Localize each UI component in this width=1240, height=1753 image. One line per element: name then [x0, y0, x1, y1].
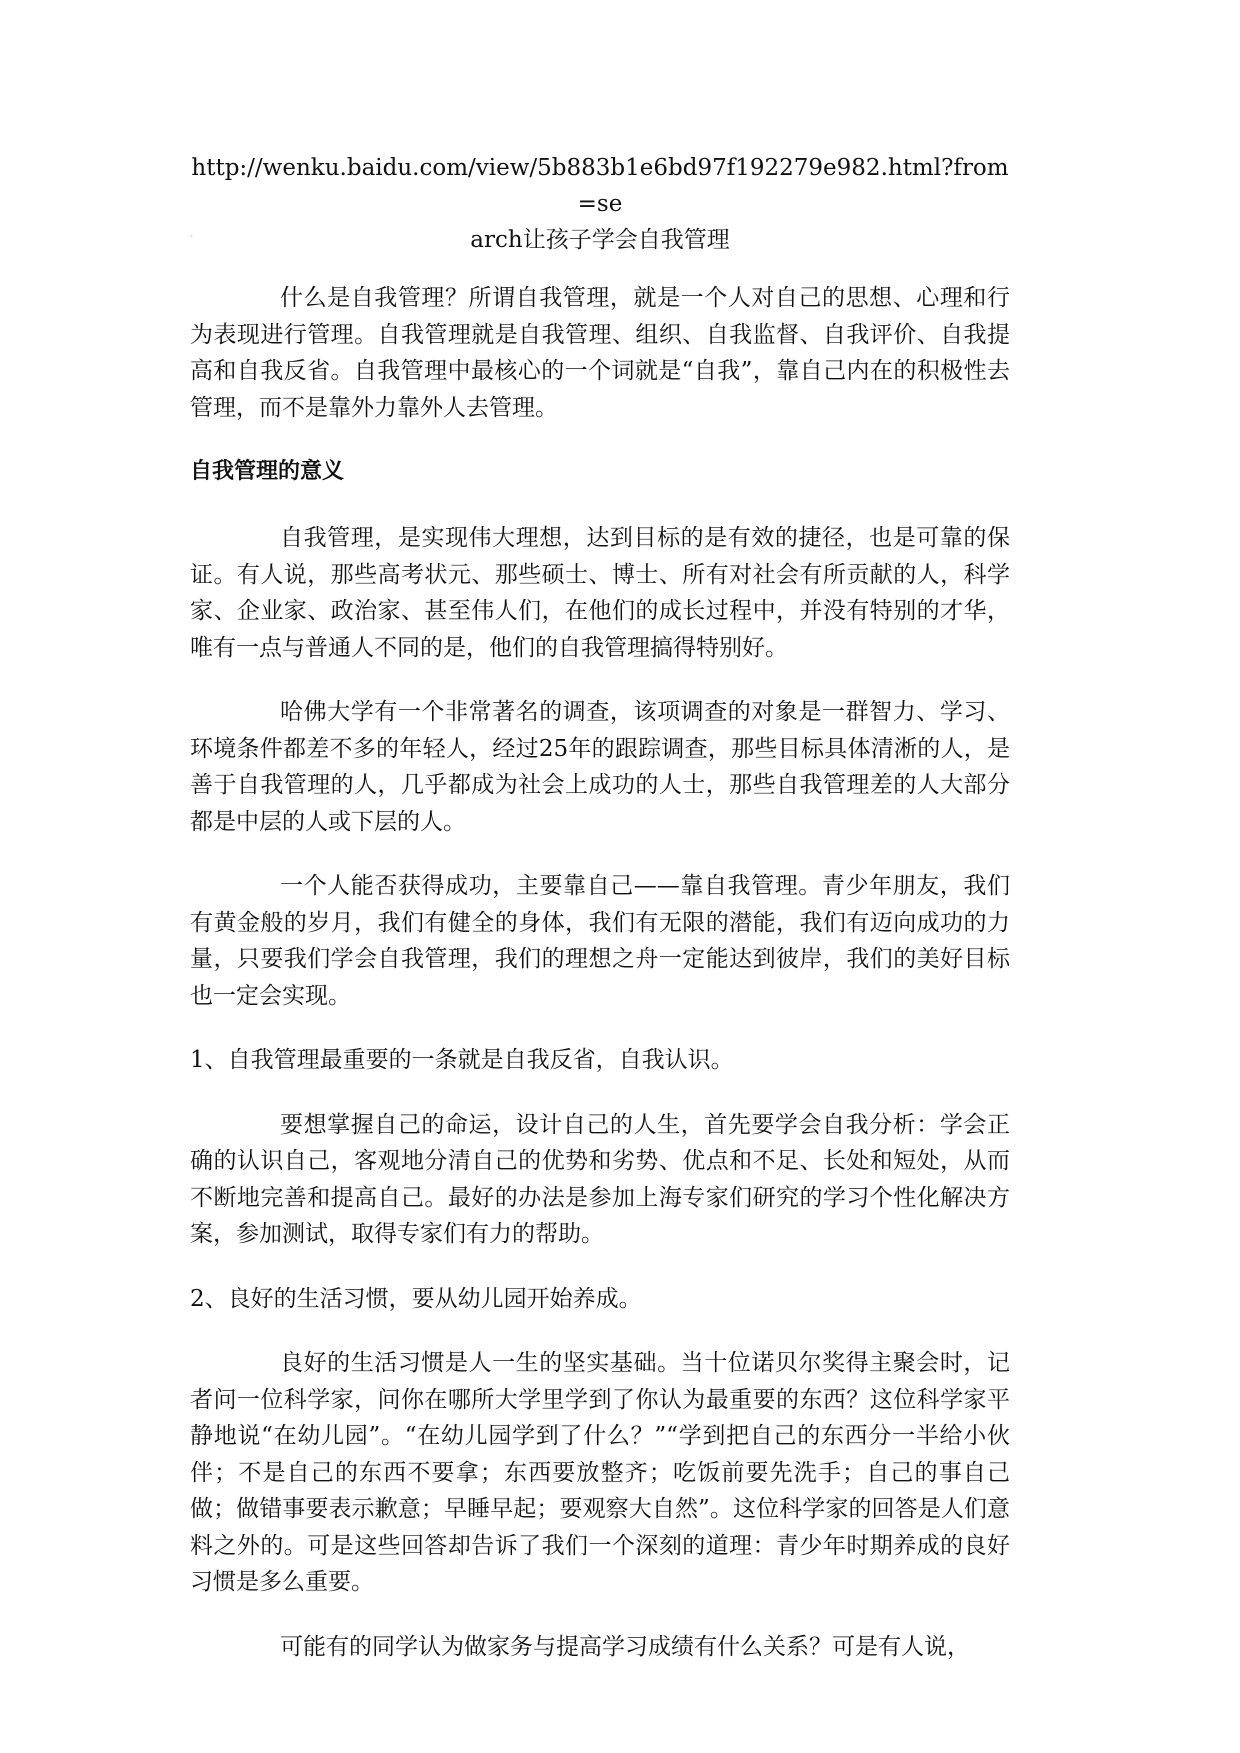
- small-mark: `: [190, 235, 194, 244]
- document-title: 让孩子学会自我管理: [522, 227, 730, 253]
- document-body: [190, 280, 1010, 1665]
- paragraph-housework: 可能有的同学认为做家务与提高学习成绩有什么关系？可是有人说，: [280, 1633, 970, 1660]
- paragraph-self-analysis: 要想掌握自己的命运，设计自己的人生，首先要学会自我分析：学会正确的认识自己，客观地分清自己的优势和劣势、优点和不足、长处和短处，从而不断地完善和提高自己。最好的办法是参加上海专家们研究的学习个性化解决方案，参加测试，取得专家们有力的帮助。: [190, 1111, 1010, 1247]
- source-url-line-2: [190, 222, 1010, 258]
- source-url-line-1: http://wenku.baidu.com/view/5b883b1e6bd97f192279e982.html?from=se: [191, 155, 1009, 217]
- list-item-1: 1、自我管理最重要的一条就是自我反省，自我认识。: [190, 1047, 734, 1073]
- paragraph-success: 一个人能否获得成功，主要靠自己——靠自我管理。青少年朋友，我们有黄金般的岁月，我们有健全的身体，我们有无限的潜能，我们有迈向成功的力量，只要我们学会自我管理，我们的理想之舟一定能达到彼岸，我们的美好目标也一定会实现。: [190, 873, 1010, 1009]
- source-url-tail: arch: [470, 227, 523, 253]
- paragraph-meaning: 自我管理，是实现伟大理想，达到目标的是有效的捷径，也是可靠的保证。有人说，那些高考状元、那些硕士、博士、所有对社会有所贡献的人，科学家、企业家、政治家、甚至伟人们，在他们的成长过程中，并没有特别的才华，唯有一点与普通人不同的是，他们的自我管理搞得特别好。: [190, 525, 1010, 661]
- paragraph-intro: 什么是自我管理？所谓自我管理，就是一个人对自己的思想、心理和行为表现进行管理。自我管理就是自我管理、组织、自我监督、自我评价、自我提高和自我反省。自我管理中最核心的一个词就是“自我”，靠自己内在的积极性去管理，而不是靠外力靠外人去管理。: [190, 285, 1010, 421]
- paragraph-harvard-survey: 哈佛大学有一个非常著名的调查，该项调查的对象是一群智力、学习、环境条件都差不多的年轻人，经过25年的跟踪调查，那些目标具体清淅的人，是善于自我管理的人，几乎都成为社会上成功的人士，那些自我管理差的人大部分都是中层的人或下层的人。: [190, 699, 1010, 835]
- section-heading: 自我管理的意义: [190, 459, 345, 484]
- document-header: [190, 150, 1010, 258]
- list-item-2: 2、良好的生活习惯，要从幼儿园开始养成。: [190, 1285, 642, 1312]
- paragraph-habits: 良好的生活习惯是人一生的坚实基础。当十位诺贝尔奖得主聚会时，记者问一位科学家，问你在哪所大学里学到了你认为最重要的东西？这位科学家平静地说“在幼儿园”。“在幼儿园学到了什么？”“学到把自己的东西分一半给小伙伴；不是自己的东西不要拿；东西要放整齐；吃饭前要先洗手；自己的事自己做；做错事要表示歉意；早睡早起；要观察大自然”。这位科学家的回答是人们意料之外的。可是这些回答却告诉了我们一个深刻的道理：青少年时期养成的良好习惯是多么重要。: [190, 1350, 1010, 1595]
